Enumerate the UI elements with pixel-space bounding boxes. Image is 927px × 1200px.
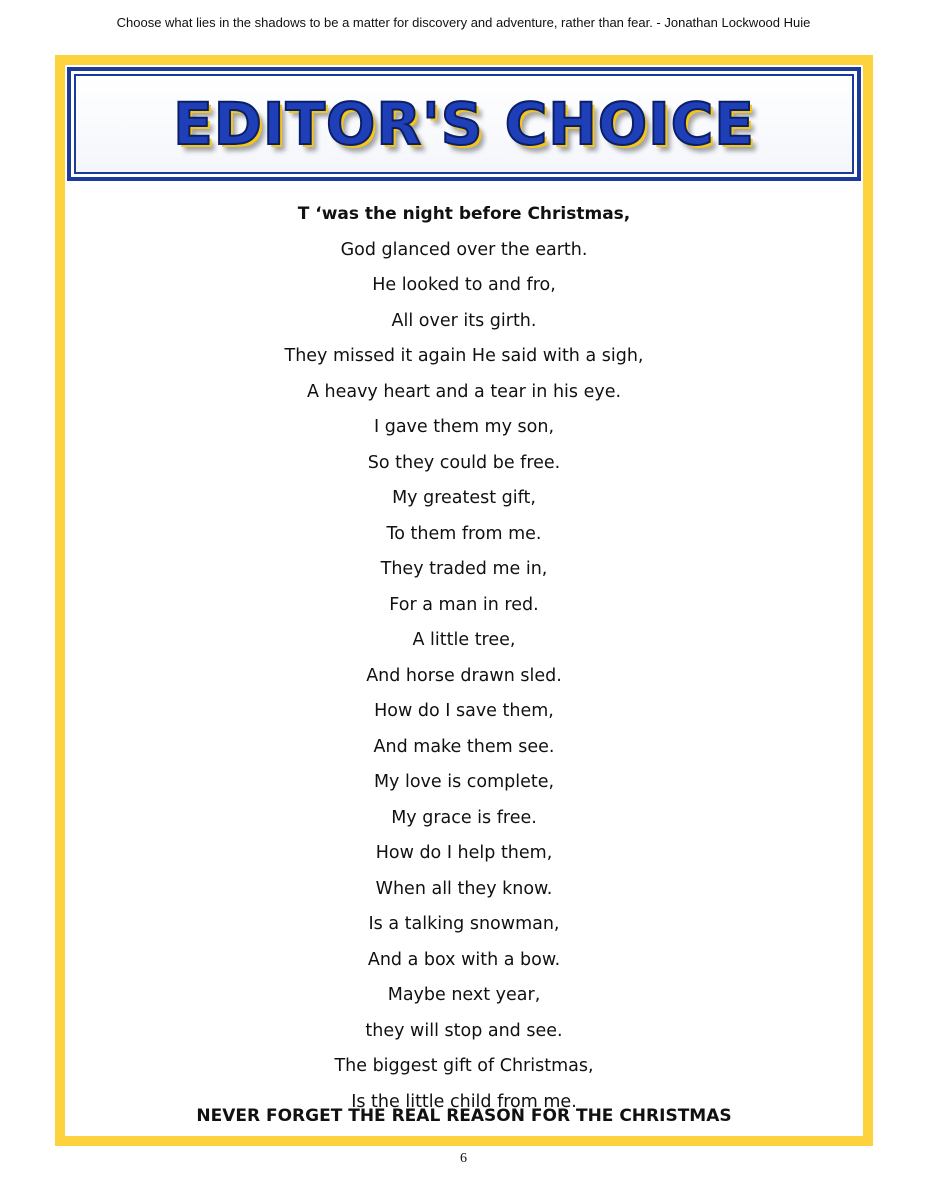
poem <box>65 197 863 1120</box>
poem-line-26: Is the little child from me. <box>351 1091 577 1112</box>
editors-choice-banner <box>67 67 861 181</box>
poem-line-1: T ‘was the night before Christmas, <box>297 204 631 224</box>
poem-line-8: So they could be free. <box>367 452 561 473</box>
closing-tagline: NEVER FORGET THE REAL REASON FOR THE CHRISTMAS <box>196 1106 732 1126</box>
banner-inner-border <box>74 74 854 174</box>
content-panel <box>65 65 863 1136</box>
poem-line-12: For a man in red. <box>389 594 539 615</box>
poem-line-21: Is a talking snowman, <box>368 914 560 934</box>
poem-line-24: they will stop and see. <box>365 1020 563 1041</box>
poem-line-14: And horse drawn sled. <box>366 665 562 686</box>
poem-line-15: How do I save them, <box>374 701 554 721</box>
poem-line-3: He looked to and fro, <box>372 275 556 295</box>
header-quote: Choose what lies in the shadows to be a matter for discovery and adventure, rather than fear. - Jonathan Lockwood Huie <box>116 15 811 30</box>
poem-line-23: Maybe next year, <box>387 985 541 1005</box>
poem-line-17: My love is complete, <box>373 772 555 792</box>
poem-line-19: How do I help them, <box>375 843 553 863</box>
poem-line-4: All over its girth. <box>391 310 537 331</box>
poem-line-16: And make them see. <box>373 736 555 757</box>
poem-line-25: The biggest gift of Christmas, <box>334 1056 594 1076</box>
poem-line-9: My greatest gift, <box>392 488 536 508</box>
poem-line-18: My grace is free. <box>391 807 537 828</box>
poem-line-13: A little tree, <box>412 630 516 650</box>
poem-line-2: God glanced over the earth. <box>340 239 588 260</box>
poem-line-11: They traded me in, <box>380 559 548 579</box>
poem-line-6: A heavy heart and a tear in his eye. <box>306 381 622 402</box>
poem-line-5: They missed it again He said with a sigh, <box>284 346 644 366</box>
banner-title: EDITOR'S CHOICE <box>173 90 755 158</box>
poem-line-22: And a box with a bow. <box>367 949 561 970</box>
page-number: 6 <box>460 1151 467 1166</box>
poem-line-7: I gave them my son, <box>373 417 555 437</box>
poem-line-20: When all they know. <box>375 878 553 899</box>
poem-line-10: To them from me. <box>386 523 542 544</box>
page-frame <box>55 55 873 1146</box>
